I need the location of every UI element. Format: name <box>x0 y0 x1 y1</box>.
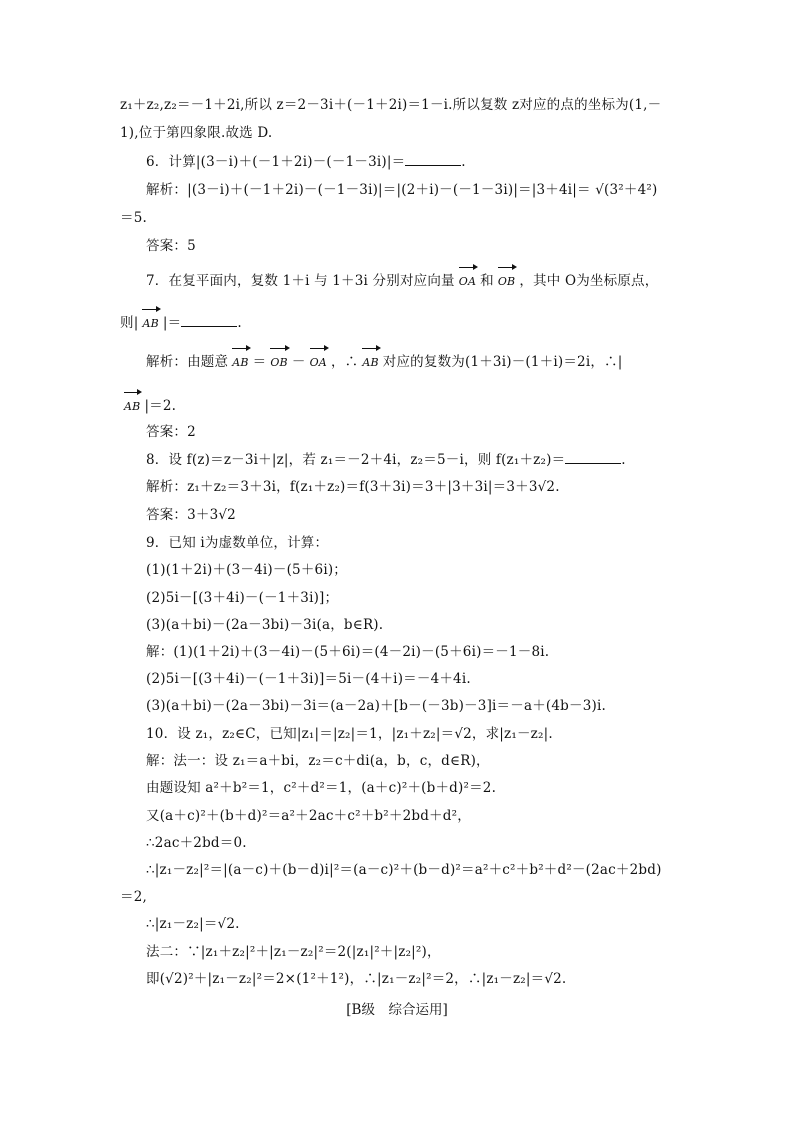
vector-ab: AB <box>362 346 378 372</box>
answer-7: 答案：2 <box>146 424 196 440</box>
solution-5-continued: z₁＋z₂,z₂＝－1＋2i,所以 z＝2－3i＋(－1＋2i)＝1－i.所以复数 z对应的点的坐标为(1,－ <box>120 97 662 113</box>
solution-10-expand: 又(a＋c)²＋(b＋d)²＝a²＋2ac＋c²＋b²＋2bd＋d²， <box>146 808 471 824</box>
solution-6-result: ＝5. <box>120 210 147 226</box>
answer-8: 答案：3＋3√2 <box>146 507 236 523</box>
solution-10-value: ＝2, <box>120 889 147 905</box>
vector-oa: OA <box>459 265 476 291</box>
vector-ob: OB <box>270 346 288 372</box>
solution-9-part-1: 解：(1)(1＋2i)＋(3－4i)－(5＋6i)＝(4－2i)－(5＋6i)＝－1－8i. <box>146 644 550 660</box>
solution-10-result: ∴|z₁－z₂|＝√2. <box>146 916 240 932</box>
section-heading: [B级 综合运用] <box>346 1002 448 1018</box>
solution-8: 解析：z₁＋z₂＝3＋3i，f(z₁＋z₂)＝f(3＋3i)＝3＋|3＋3i|＝3＋3√2. <box>146 479 560 495</box>
question-7-ask <box>120 307 242 333</box>
solution-10-modulus: ∴|z₁－z₂|²＝|(a－c)＋(b－d)i|²＝(a－c)²＋(b－d)²＝a²＋c²＋b²＋d²－(2ac＋2bd) <box>146 862 662 878</box>
therefore: ，∴ <box>330 354 359 370</box>
solution-6: 解析：|(3－i)＋(－1＋2i)－(－1－3i)|＝|(2＋i)－(－1－3i)|＝|3＋4i|＝ √(3²＋4²) <box>146 182 658 198</box>
solution-10-given: 由题设知 a²＋b²＝1，c²＋d²＝1，(a＋c)²＋(b＋d)²＝2. <box>146 780 497 796</box>
question-7-origin: ，其中 O为坐标原点， <box>519 273 659 289</box>
question-8 <box>146 451 626 469</box>
answer-blank <box>405 153 461 166</box>
question-7-text: 7．在复平面内，复数 1＋i 与 1＋3i 分别对应向量 <box>146 273 455 289</box>
vector-ob: OB <box>498 265 516 291</box>
equals-sign: ＝ <box>252 354 267 370</box>
answer-6: 答案：5 <box>146 238 196 254</box>
question-9: 9．已知 i为虚数单位，计算： <box>146 535 329 551</box>
question-9-part-1: (1)(1＋2i)＋(3－4i)－(5＋6i)； <box>146 562 348 578</box>
solution-7-result <box>120 390 176 416</box>
solution-9-part-3: (3)(a＋bi)－(2a－3bi)－3i＝(a－2a)＋[b－(－3b)－3]i＝－a＋(4b－3)i. <box>146 698 606 714</box>
question-7-and: 和 <box>480 273 494 289</box>
solution-7-value: |＝2. <box>144 398 177 414</box>
vector-oa: OA <box>310 346 327 372</box>
solution-10-method-2: 法二：∵|z₁＋z₂|²＋|z₁－z₂|²＝2(|z₁|²＋|z₂|²)， <box>146 944 441 960</box>
abs-close: |＝ <box>162 315 182 331</box>
answer-blank <box>565 451 621 464</box>
question-7-end: . <box>237 315 242 331</box>
solution-7-intro: 解析：由题意 <box>146 354 229 370</box>
solution-7-complex: 对应的复数为(1＋3i)－(1＋i)＝2i，∴| <box>382 354 623 370</box>
question-10: 10．设 z₁，z₂∈C，已知|z₁|＝|z₂|＝1，|z₁＋z₂|＝√2，求|z₁－z₂|. <box>146 726 553 742</box>
solution-7 <box>146 346 623 372</box>
solution-9-part-2: (2)5i－[(3＋4i)－(－1＋3i)]＝5i－(4＋i)＝－4＋4i. <box>146 671 471 687</box>
question-8-text: 8．设 f(z)＝z－3i＋|z|，若 z₁＝－2＋4i，z₂＝5－i，则 f(z₁＋z₂)＝ <box>146 452 566 468</box>
solution-5-conclusion: 1),位于第四象限.故选 D. <box>120 125 273 141</box>
question-7 <box>146 265 658 291</box>
solution-10-method-2-result: 即(√2)²＋|z₁－z₂|²＝2×(1²＋1²)，∴|z₁－z₂|²＝2，∴|z₁－z₂|＝√2. <box>146 971 567 987</box>
question-9-part-3: (3)(a＋bi)－(2a－3bi)－3i(a，b∈R). <box>146 617 384 633</box>
question-9-part-2: (2)5i－[(3＋4i)－(－1＋3i)]； <box>146 590 339 606</box>
question-6-end: . <box>461 154 466 170</box>
vector-ab: AB <box>124 390 140 416</box>
question-6 <box>146 153 466 171</box>
answer-blank <box>181 314 237 327</box>
vector-ab: AB <box>142 307 158 333</box>
question-8-end: . <box>621 452 626 468</box>
abs-open: 则| <box>120 315 139 331</box>
vector-ab: AB <box>232 346 248 372</box>
solution-10-method-1: 解：法一：设 z₁＝a＋bi，z₂＝c＋di(a，b，c，d∈R)， <box>146 753 490 769</box>
solution-10-step: ∴2ac＋2bd＝0. <box>146 835 247 851</box>
minus-sign: － <box>291 354 306 370</box>
question-6-text: 6．计算|(3－i)＋(－1＋2i)－(－1－3i)|＝ <box>146 154 406 170</box>
